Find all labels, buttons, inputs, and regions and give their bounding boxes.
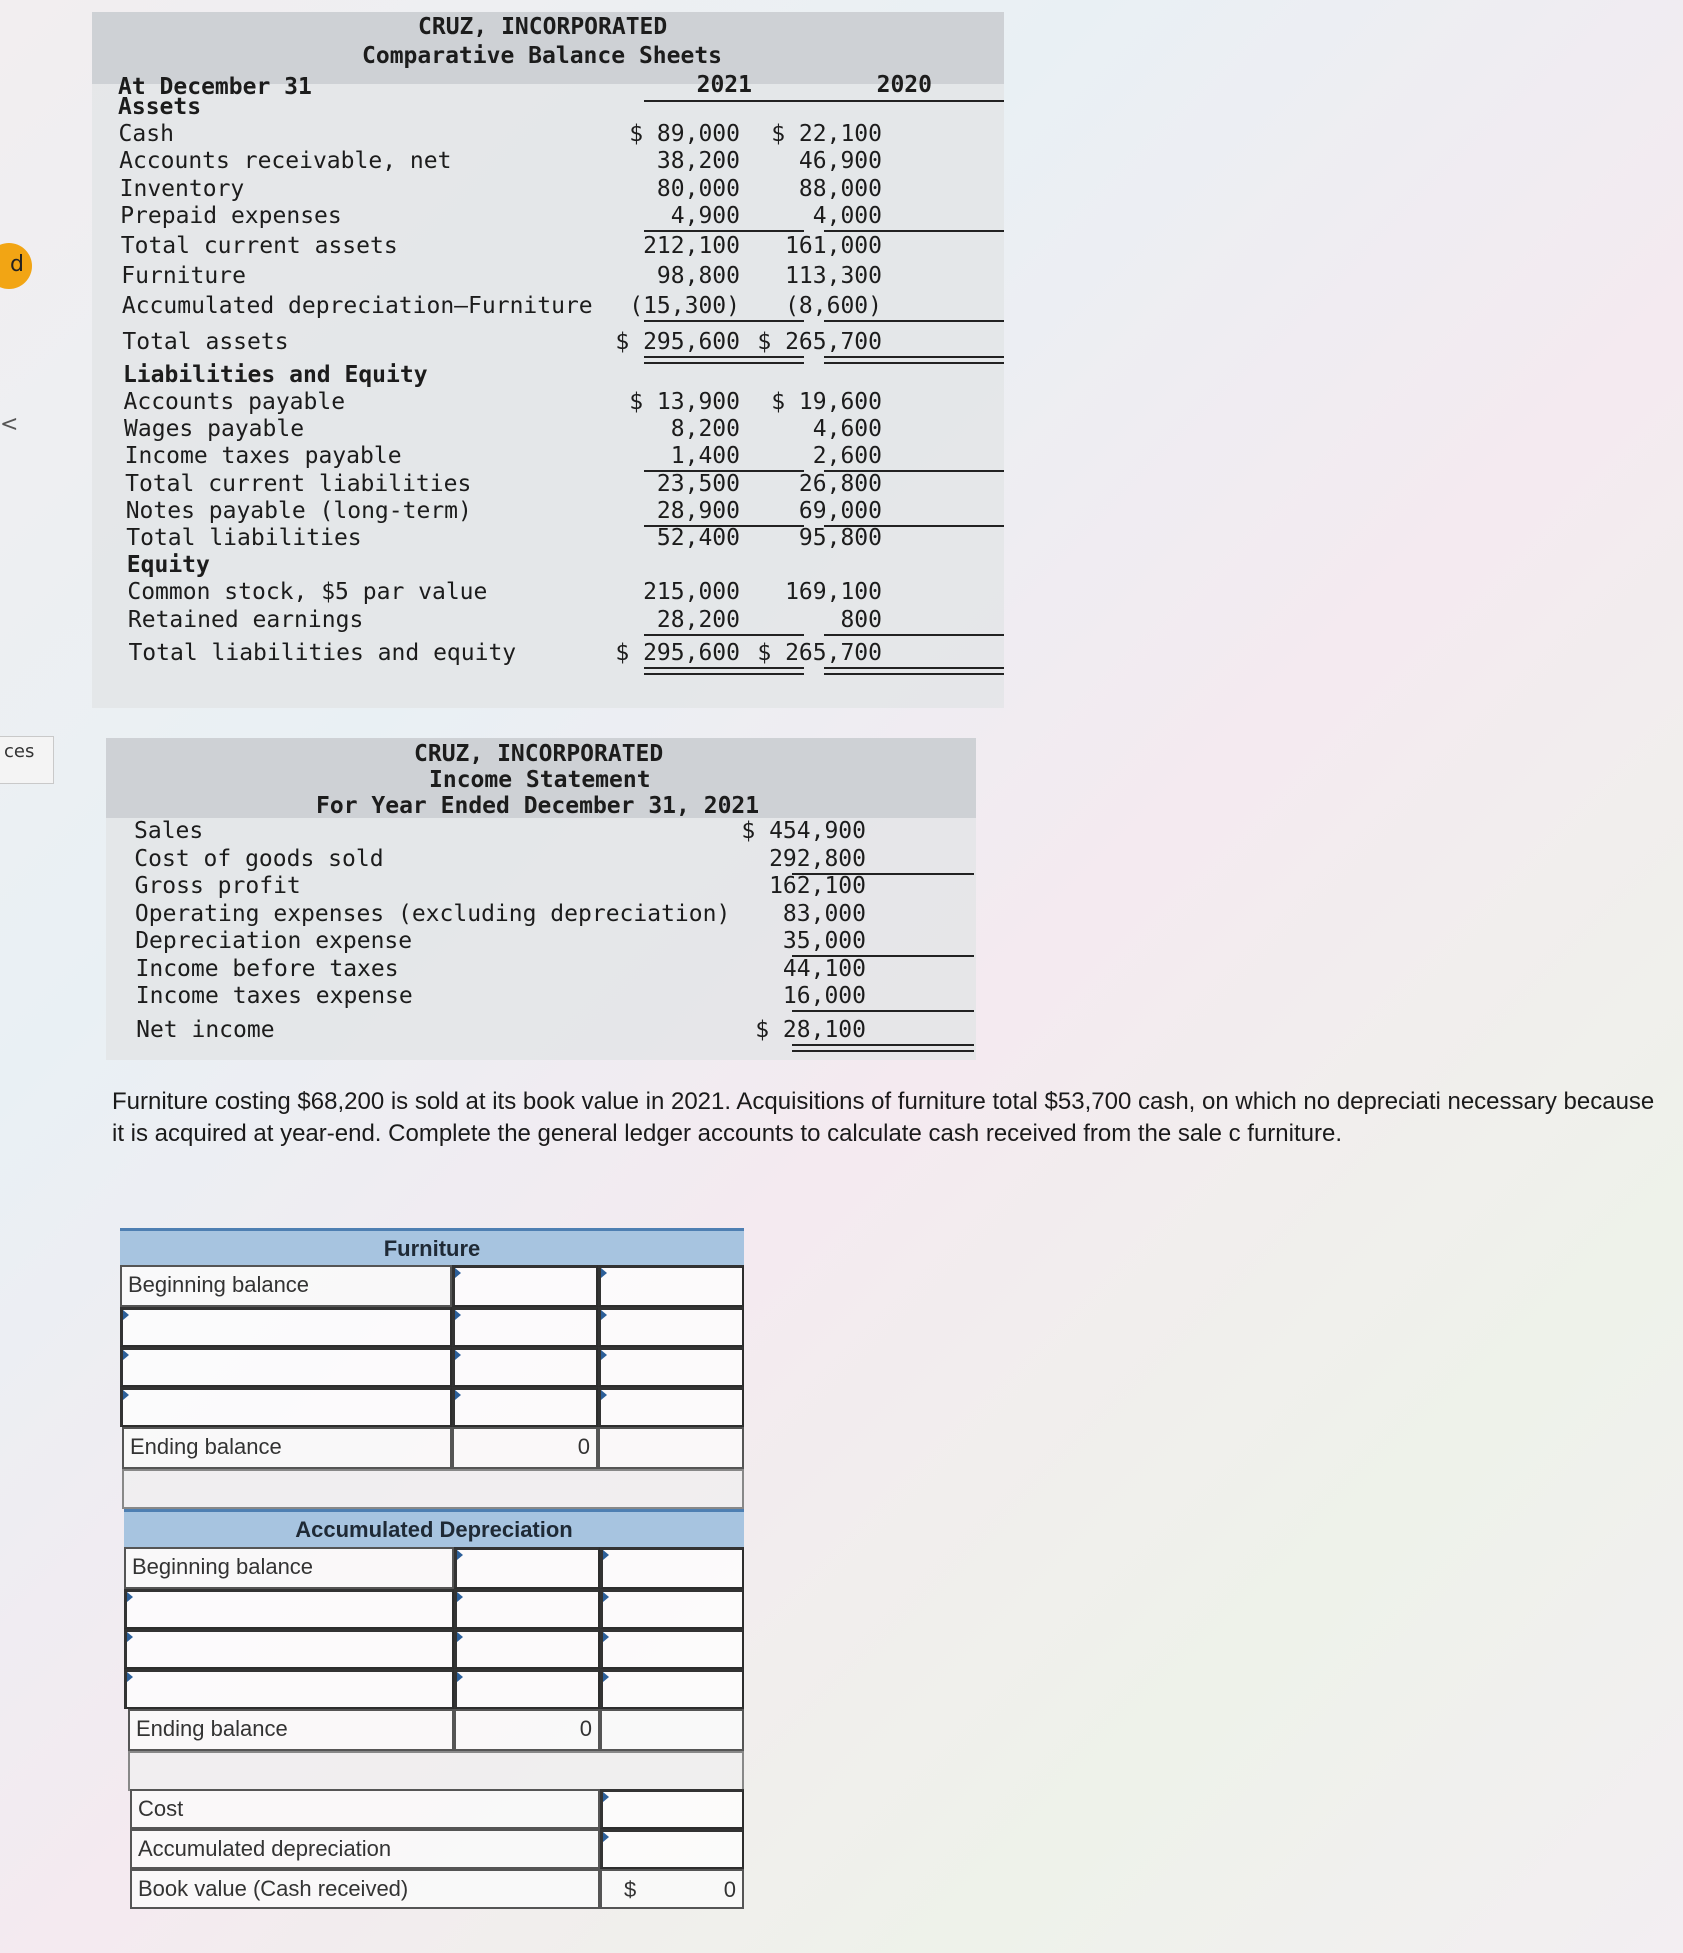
bs-rule [644,525,804,527]
input-marker-icon [123,1390,129,1400]
bs-value-2021: $ 89,000 [629,121,740,148]
accum-dep-beginning-credit-input[interactable] [600,1547,744,1589]
bs-value-2020: $ 19,600 [771,389,882,415]
input-marker-icon [601,1350,607,1360]
furniture-row2-debit-input[interactable] [452,1347,598,1387]
input-marker-icon [457,1592,463,1602]
input-marker-icon [603,1592,609,1602]
input-marker-icon [603,1792,609,1802]
furniture-row3-label-input[interactable] [120,1387,452,1427]
accum-dep-row3-label-input[interactable] [124,1669,454,1709]
is-row-value: 292,800 [769,845,866,872]
input-marker-icon [127,1672,133,1682]
input-marker-icon [123,1350,129,1360]
accum-dep-beginning-label: Beginning balance [124,1547,454,1589]
book-value-cell [600,1869,744,1909]
bs-value-2020: 169,100 [785,579,882,606]
input-marker-icon [603,1832,609,1842]
chevron-left-icon[interactable]: < [0,412,19,437]
bs-rule [824,356,1004,364]
furniture-row3-debit-input[interactable] [452,1387,598,1427]
bs-value-2021: 212,100 [643,233,740,259]
is-row-value: 16,000 [782,983,866,1009]
is-row-label: Gross profit [134,873,301,899]
accum-dep-row2-label-input[interactable] [124,1629,454,1669]
bs-rule [644,470,804,472]
furniture-row1-credit-input[interactable] [598,1307,744,1347]
bs-value-2021: 80,000 [656,175,740,202]
bs-row-label: Inventory [119,175,245,202]
is-title: Income Statement [429,767,651,793]
is-rule [792,873,974,875]
furniture-row1-debit-input[interactable] [452,1307,598,1347]
cost-label: Cost [130,1789,600,1829]
bs-value-2020: 46,900 [798,148,882,175]
bs-row-label: Furniture [121,263,246,290]
accum-dep-ending-value: 0 [454,1709,600,1751]
accum-dep-ledger-title: Accumulated Depreciation [124,1509,744,1548]
sidebar-label-resources[interactable]: ces [0,736,54,784]
furniture-row1-label-input[interactable] [120,1307,452,1347]
bs-value-2021: 52,400 [656,525,740,551]
bs-rule [644,230,804,232]
accum-dep-row1-label-input[interactable] [124,1589,454,1629]
bs-value-2020: 4,600 [812,416,882,443]
furniture-row3-credit-input[interactable] [598,1387,744,1427]
is-company: CRUZ, INCORPORATED [414,741,664,767]
accum-dep-spacer-row [128,1751,744,1791]
accum-dep-ending-label: Ending balance [128,1709,454,1751]
bs-row-label: Liabilities and Equity [122,361,428,388]
is-rule [792,955,974,957]
input-marker-icon [123,1310,129,1320]
input-marker-icon [457,1672,463,1682]
bs-value-2020: 800 [840,606,882,633]
furniture-ledger-title: Furniture [120,1228,744,1267]
bs-rule [824,320,1004,322]
is-rule [792,1010,974,1012]
is-row-label: Income taxes expense [135,983,413,1009]
book-value-amount: 0 [723,1877,736,1902]
bs-rule [824,525,1004,527]
bs-value-2020: 161,000 [785,233,882,259]
accum-dep-beginning-debit-input[interactable] [454,1547,600,1589]
bs-rule [824,470,1004,472]
bs-value-2021: $ 295,600 [615,328,740,355]
bs-value-2020: 69,000 [798,497,882,524]
is-row-label: Income before taxes [135,955,399,982]
is-row-value: 44,100 [782,955,866,982]
bs-value-2020: 95,800 [798,525,882,551]
cost-input[interactable] [600,1789,744,1829]
balance-sheet [92,12,1004,708]
furniture-ending-value: 0 [452,1427,598,1469]
bs-row-label: Common stock, $5 par value [127,579,488,606]
bs-row-label: Cash [118,121,174,148]
bs-value-2020: $ 265,700 [757,328,882,355]
furniture-row2-credit-input[interactable] [598,1347,744,1387]
input-marker-icon [455,1310,461,1320]
bs-row-label: Accounts payable [123,389,346,415]
income-statement [106,738,976,1060]
input-marker-icon [601,1268,607,1278]
bs-title: Comparative Balance Sheets [362,43,723,69]
bs-value-2020: 4,000 [812,202,882,229]
instructions-text: Furniture costing $68,200 is sold at its book value in 2021. Acquisitions of furniture total $53,700 cash, on which no depreciati necessary because it is acquired at year-end. Complete the general ledger accounts to calculate cash received from the sale c furniture. [112,1088,1655,1147]
bs-value-2021: $ 13,900 [629,389,740,415]
accum-dep-row2-debit-input[interactable] [454,1629,600,1669]
bs-value-2020: 2,600 [812,443,882,470]
furniture-row2-label-input[interactable] [120,1347,452,1387]
input-marker-icon [455,1350,461,1360]
furniture-beginning-debit-input[interactable] [452,1265,598,1307]
input-marker-icon [603,1550,609,1560]
bs-row-label: Equity [126,552,210,579]
bs-value-2021: 4,900 [670,202,740,229]
furniture-ending-label: Ending balance [122,1427,452,1469]
bs-row-label: Notes payable (long-term) [125,497,472,524]
is-row-label: Sales [134,818,204,844]
input-marker-icon [457,1632,463,1642]
bs-row-label: Accounts receivable, net [119,148,452,175]
bs-value-2021: 98,800 [656,263,740,290]
input-marker-icon [455,1268,461,1278]
bs-row-label: Total current assets [120,233,398,259]
bs-rule [824,230,1004,232]
is-row-value: 83,000 [782,900,866,927]
bs-value-2021: 28,200 [656,606,740,633]
bs-value-2020: 88,000 [798,175,882,202]
bs-value-2021: 8,200 [670,416,740,443]
bs-value-2021: 38,200 [656,148,740,175]
bs-row-label: Prepaid expenses [120,202,342,229]
accum-dep-ending-credit [600,1709,744,1751]
bs-col-2020: 2020 [876,72,932,98]
bs-value-2021: 1,400 [670,443,740,470]
is-rule [792,1044,974,1052]
book-value-label: Book value (Cash received) [130,1869,600,1909]
bs-rule [644,320,804,322]
bs-header-rule [644,100,1004,102]
bs-row-label: Total liabilities [126,525,362,551]
is-row-label: Net income [136,1016,275,1043]
is-row-label: Operating expenses (excluding depreciation) [134,900,731,927]
bs-col-2021: 2021 [696,72,752,98]
input-marker-icon [601,1310,607,1320]
bs-row-label: Wages payable [124,416,305,443]
accum-dep-row3-credit-input[interactable] [600,1669,744,1709]
bs-value-2020: 113,300 [785,263,882,290]
bs-value-2021: 215,000 [643,579,740,606]
furniture-beginning-credit-input[interactable] [598,1265,744,1307]
accumulated-depreciation-label: Accumulated depreciation [130,1829,600,1869]
edge-tab-badge[interactable]: d [0,243,32,289]
bs-row-label: Total current liabilities [125,470,472,497]
accumulated-depreciation-input[interactable] [600,1829,744,1869]
bs-rule [824,634,1004,636]
accum-dep-row1-debit-input[interactable] [454,1589,600,1629]
input-marker-icon [457,1550,463,1560]
input-marker-icon [127,1592,133,1602]
is-row-label: Depreciation expense [135,928,413,954]
is-row-value: 162,100 [769,873,866,899]
input-marker-icon [603,1672,609,1682]
bs-rule [644,667,804,675]
bs-rule [644,356,804,364]
accum-dep-row3-debit-input[interactable] [454,1669,600,1709]
bs-value-2020: $ 22,100 [771,121,882,148]
bs-row-label: Accumulated depreciation—Furniture [121,293,593,320]
furniture-spacer-row [122,1469,744,1509]
input-marker-icon [601,1390,607,1400]
bs-value-2020: $ 265,700 [757,639,882,666]
bs-row-label: Income taxes payable [124,443,402,470]
bs-value-2021: 23,500 [656,470,740,497]
bs-row-label: Assets [118,94,202,120]
accum-dep-row2-credit-input[interactable] [600,1629,744,1669]
is-row-value: $ 454,900 [741,818,866,844]
bs-value-2020: (8,600) [785,293,882,320]
bs-date-label: At December 31 [118,74,312,100]
is-row-value: 35,000 [782,928,866,954]
bs-row-label: Retained earnings [127,606,364,633]
furniture-beginning-label: Beginning balance [120,1265,452,1307]
is-period: For Year Ended December 31, 2021 [316,793,760,819]
bs-company: CRUZ, INCORPORATED [418,14,668,40]
input-marker-icon [127,1632,133,1642]
currency-symbol: $ [624,1877,637,1902]
bs-value-2021: (15,300) [629,293,740,320]
is-row-label: Cost of goods sold [134,845,384,872]
bs-rule [824,667,1004,675]
bs-value-2021: $ 295,600 [615,639,740,666]
accum-dep-row1-credit-input[interactable] [600,1589,744,1629]
bs-rule [644,634,804,636]
input-marker-icon [603,1632,609,1642]
bs-value-2020: 26,800 [798,470,882,497]
is-row-value: $ 28,100 [755,1016,866,1043]
input-marker-icon [455,1390,461,1400]
furniture-ending-credit [598,1427,744,1469]
bs-row-label: Total assets [122,328,289,355]
bs-row-label: Total liabilities and equity [128,639,517,666]
bs-value-2021: 28,900 [656,497,740,524]
